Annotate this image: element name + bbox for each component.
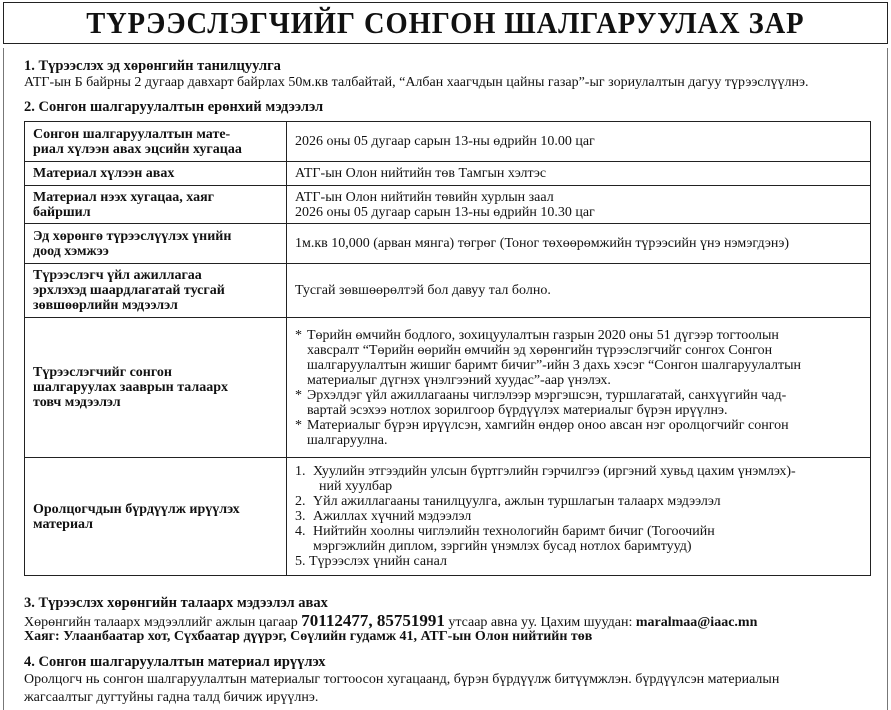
table-row (25, 162, 871, 186)
section3-address: Хаяг: Улаанбаатар хот, Сүхбаатар дүүрэг, Сөүлийн гудамж 41, АТГ-ын Олон нийтийн төв (24, 629, 593, 644)
row-key: Сонгон шалгаруулалтын мате- риал хүлээн авах эцсийн хугацаа (25, 122, 287, 162)
section3-contact-line: Хөрөнгийн талаарх мэдээллийг ажлын цагаар 70112477, 85751991 утсаар авна уу. Цахим шуудан: maralmaa@iaac.mn (24, 611, 758, 630)
info-table (24, 121, 871, 576)
list-item: 3. Ажиллах хүчний мэдээлэл (295, 509, 472, 524)
row-value: 2026 оны 05 дугаар сарын 13-ны өдрийн 10.00 цаг (287, 122, 871, 162)
row-value (287, 318, 871, 458)
email-address: maralmaa@iaac.mn (635, 615, 758, 630)
list-item: 2. Үйл ажиллагааны танилцуулга, ажлын туршлагын талаарх мэдээлэл (295, 494, 721, 509)
section4-text-line1: Оролцогч нь сонгон шалгаруулалтын материалыг тогтоосон хугацаанд, бүрэн бүрдүүлж битүүмжлэн. бүрдүүлсэн материалын (24, 672, 780, 687)
list-item: * Эрхэлдэг үйл ажиллагааны чиглэлээр мэргэшсэн, туршлагатай, санхүүгийн чад- вартай эсэхээ нотлох зорилгоор бүрдүүлэх материалыг бүрэн ирүүлнэ. (295, 388, 862, 418)
list-item: 5. Түрээслэх үнийн санал (295, 554, 447, 569)
announcement-title: ТҮРЭЭСЛЭГЧИЙГ СОНГОН ШАЛГАРУУЛАХ ЗАР (86, 5, 805, 40)
announcement-header (3, 2, 888, 44)
row-key: Түрээслэгчийг сонгон шалгаруулах зааврын талаарх товч мэдээлэл (25, 318, 287, 458)
table-row (25, 224, 871, 264)
section3-title: 3. Түрээслэх хөрөнгийн талаарх мэдээлэл авах (24, 595, 328, 611)
list-item: * Материалыг бүрэн ирүүлсэн, хамгийн өндөр оноо авсан нэг оролцогчийг сонгон шалгаруулна. (295, 418, 862, 448)
table-row (25, 458, 871, 576)
list-item: 4. Нийтийн хоолны чиглэлийн технологийн баримт бичиг (Тогоочийн мэргэжлийн диплом, зэргийн үнэмлэх бусад нотлох баримтууд) (295, 524, 715, 554)
row-key: Материал хүлээн авах (25, 162, 287, 186)
row-value: 1м.кв 10,000 (арван мянга) төгрөг (Тоног төхөөрөмжийн түрээсийн үнэ нэмэгдэнэ) (287, 224, 871, 264)
table-row (25, 318, 871, 458)
section1-text: АТГ-ын Б байрны 2 дугаар давхарт байрлах 50м.кв талбайтай, “Албан хаагчдын цайны газар”-ыг зориулалтын дагуу түрээслүүлнэ. (24, 75, 809, 90)
section4-text-line2: жагсаалтыг дугтуйны гадна талд бичиж ирүүлнэ. (24, 690, 319, 705)
list-item: * Төрийн өмчийн бодлого, зохицуулалтын газрын 2020 оны 51 дүгээр тогтоолын хавсралт “Төрийн өөрийн өмчийн эд хөрөнгийн түрээслэгчийг сонгох Сонгон шалгаруулалтын жишиг баримт бичиг”-ийн 3 дахь хэсэг “Сонгон шалгаруулалтын материалыг дүгнэх үнэлгээний хуудас”-аар үнэлэх. (295, 328, 862, 388)
row-value (287, 458, 871, 576)
section1-title: 1. Түрээслэх эд хөрөнгийн танилцуулга (24, 58, 281, 74)
section2-title: 2. Сонгон шалгаруулалтын ерөнхий мэдээлэл (24, 99, 324, 115)
row-key: Эд хөрөнгө түрээслүүлэх үнийн доод хэмжээ (25, 224, 287, 264)
row-key: Оролцогчдын бүрдүүлж ирүүлэх материал (25, 458, 287, 576)
table-row (25, 264, 871, 318)
row-value: АТГ-ын Олон нийтийн төв Тамгын хэлтэс (287, 162, 871, 186)
row-value: АТГ-ын Олон нийтийн төвийн хурлын заал 2026 оны 05 дугаар сарын 13-ны өдрийн 10.30 цаг (287, 186, 871, 224)
phone-numbers: 70112477, 85751991 (301, 611, 445, 630)
row-key: Түрээслэгч үйл ажиллагаа эрхлэхэд шаардлагатай тусгай зөвшөөрлийн мэдээлэл (25, 264, 287, 318)
row-value: Тусгай зөвшөөрөлтэй бол давуу тал болно. (287, 264, 871, 318)
table-row (25, 186, 871, 224)
list-item: 1. Хуулийн этгээдийн улсын бүртгэлийн гэрчилгээ (иргэний хувьд цахим үнэмлэх)- ний хуулбар (295, 464, 796, 494)
table-row (25, 122, 871, 162)
row-key: Материал нээх хугацаа, хаяг байршил (25, 186, 287, 224)
section4-title: 4. Сонгон шалгаруулалтын материал ирүүлэх (24, 654, 326, 670)
